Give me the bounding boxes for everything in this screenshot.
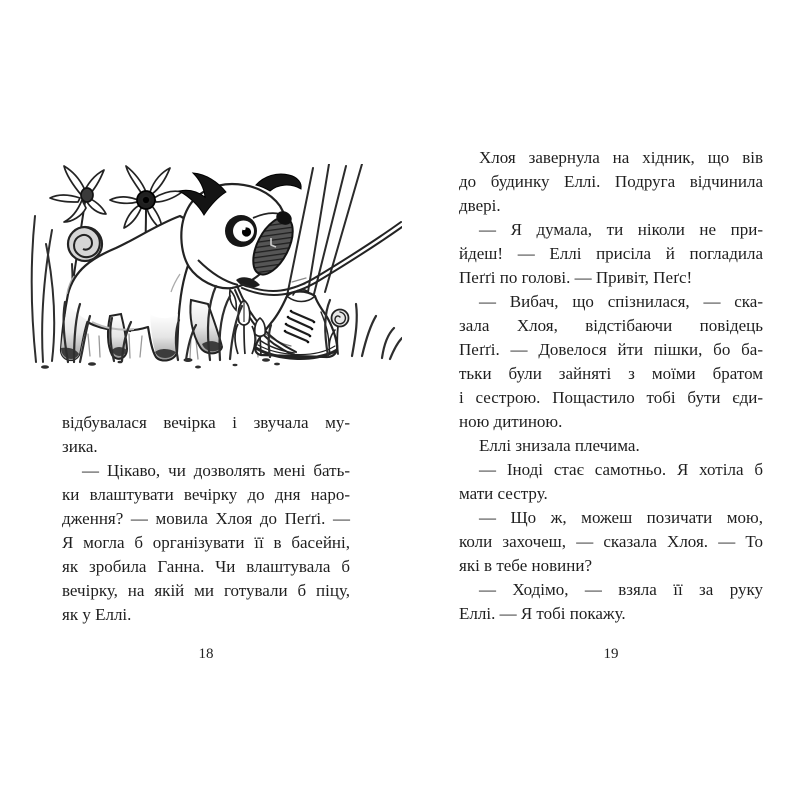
text-line: мати сестру. [459, 484, 548, 503]
text-line: Я могла б організувати її в басейні, [62, 533, 350, 552]
page-number-right: 19 [603, 646, 619, 662]
pug-illustration [30, 164, 402, 404]
text-line: коли захочеш, — сказала Хлоя. — То [459, 532, 763, 551]
text-line: зала Хлоя, відстібаючи повідець [459, 316, 763, 335]
text-line: відбувалася вечірка і звучала му- [62, 413, 350, 432]
text-line: і сестрою. Пощастило тобі бути єди- [459, 388, 763, 407]
text-line: тьки були зайняті з моїми братом [459, 364, 763, 383]
text-line: вечірку, на якій ми готували б піцу, [62, 581, 350, 600]
text-line: ки влаштувати вечірку до дня наро- [62, 485, 350, 504]
text-line: дження? — мовила Хлоя до Пеґґі. — [62, 509, 350, 528]
text-line: — Що ж, можеш позичати мою, [479, 508, 763, 527]
text-line: Пеґґі. — Довелося йти пішки, бо ба- [459, 340, 763, 359]
crocus-flowers [235, 300, 265, 355]
text-line: — Іноді стає самотньо. Я хотіла б [479, 460, 763, 479]
right-page-text [459, 146, 763, 626]
text-line: які в тебе новини? [459, 556, 592, 575]
text-line: — Цікаво, чи дозволять мені бать- [82, 461, 350, 480]
text-line: до будинку Еллі. Подруга відчинила [459, 172, 763, 191]
text-line: йдеш! — Еллі присіла й погладила [459, 244, 763, 263]
text-line: ною дитиною. [459, 412, 563, 431]
text-line: як зробила Ганна. Чи влаштувала б [62, 557, 350, 576]
text-line: Хлоя завернула на хідник, що вів [479, 148, 763, 167]
text-line: Еллі знизала плечима. [479, 436, 640, 455]
text-line: — Я думала, ти ніколи не при- [479, 220, 763, 239]
text-line: — Вибач, що спізнилася, — ска- [479, 292, 763, 311]
text-line: зика. [62, 437, 98, 456]
text-line: — Ходімо, — взяла її за руку [479, 580, 763, 599]
text-line: Пеґґі по голові. — Привіт, Пеґс! [459, 268, 693, 287]
left-page-text [62, 411, 350, 627]
text-line: Еллі. — Я тобі покажу. [459, 604, 626, 623]
text-line: як у Еллі. [62, 605, 132, 624]
text-line: двері. [459, 196, 501, 215]
page-number-left: 18 [198, 646, 214, 662]
